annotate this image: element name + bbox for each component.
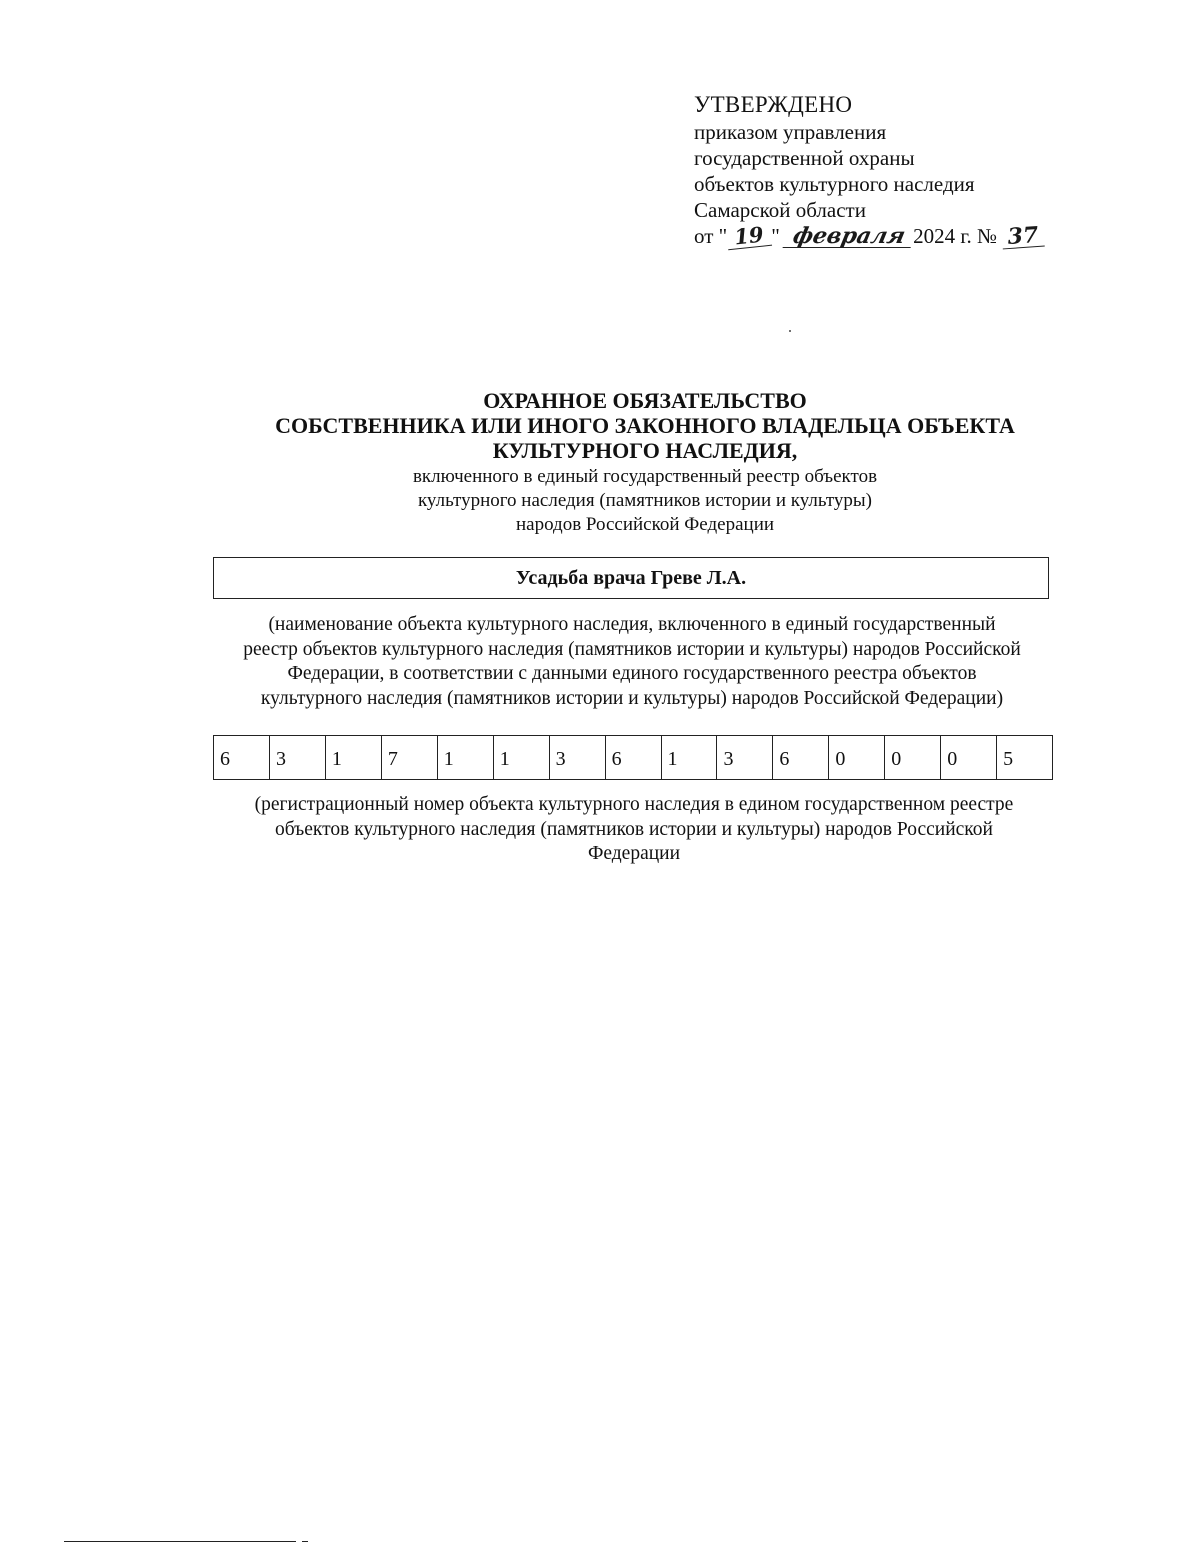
registration-number-caption (200, 793, 1068, 867)
registration-number-grid (213, 735, 1053, 780)
reg-digit-cell: 1 (438, 736, 494, 779)
reg-digit-cell: 6 (773, 736, 829, 779)
date-prefix: от " (694, 224, 728, 248)
reg-digit-cell: 7 (382, 736, 438, 779)
caption-line: культурного наследия (памятников истории и культуры) народов Российской Федерации) (260, 687, 1004, 709)
reg-digit-cell: 1 (662, 736, 718, 779)
title-line: СОБСТВЕННИКА ИЛИ ИНОГО ЗАКОННОГО ВЛАДЕЛЬЦА ОБЪЕКТА (275, 413, 1015, 438)
footnote-separator-dash (302, 1541, 308, 1542)
reg-digit-cell: 0 (829, 736, 885, 779)
subtitle-line: культурного наследия (памятников истории и культуры) (417, 490, 873, 511)
reg-digit-cell: 3 (717, 736, 773, 779)
handwritten-day: 19 (726, 223, 772, 250)
caption-line: (регистрационный номер объекта культурного наследия в едином государственном реестре (254, 794, 1014, 815)
reg-digit-cell: 6 (606, 736, 662, 779)
approval-line: государственной охраны (694, 146, 915, 170)
reg-digit-cell: 6 (214, 736, 270, 779)
caption-line: (наименование объекта культурного наследия, включенного в единый государственный (268, 614, 996, 635)
object-name-box (213, 557, 1049, 599)
reg-digit-cell: 3 (550, 736, 606, 779)
document-title (0, 388, 1200, 463)
handwritten-order-number: 37 (1002, 224, 1046, 250)
reg-digit-cell: 3 (270, 736, 326, 779)
reg-digit-cell: 0 (941, 736, 997, 779)
document-subtitle (0, 465, 1200, 537)
year-text: 2024 г. № (913, 224, 998, 248)
object-name-caption (200, 613, 1064, 711)
reg-digit-cell: 0 (885, 736, 941, 779)
title-line: ОХРАННОЕ ОБЯЗАТЕЛЬСТВО (483, 388, 807, 413)
caption-line: Федерации (587, 843, 681, 864)
approval-heading: УТВЕРЖДЕНО (694, 92, 853, 117)
reg-digit-cell: 1 (494, 736, 550, 779)
caption-line: реестр объектов культурного наследия (памятников истории и культуры) народов Российской (243, 638, 1021, 660)
approval-line: объектов культурного наследия (694, 172, 975, 196)
title-line: КУЛЬТУРНОГО НАСЛЕДИЯ, (492, 438, 798, 463)
caption-line: Федерации, в соответствии с данными единого государственного реестра объектов (287, 663, 977, 684)
approval-line: Самарской области (694, 198, 866, 222)
caption-line: объектов культурного наследия (памятников истории и культуры) народов Российской (275, 818, 993, 840)
reg-digit-cell: 5 (1003, 748, 1014, 770)
reg-digit-cell: 1 (326, 736, 382, 779)
date-mid: " (771, 224, 786, 248)
approval-line: приказом управления (694, 120, 887, 144)
object-name: Усадьба врача Греве Л.А. (515, 566, 747, 589)
scan-speck (789, 330, 791, 332)
handwritten-month: февраля (783, 225, 916, 248)
subtitle-line: включенного в единый государственный реестр объектов (412, 466, 878, 487)
order-date-line (694, 223, 1044, 249)
subtitle-line: народов Российской Федерации (515, 514, 775, 535)
footnote-separator (64, 1541, 296, 1542)
approval-block (694, 92, 1044, 249)
